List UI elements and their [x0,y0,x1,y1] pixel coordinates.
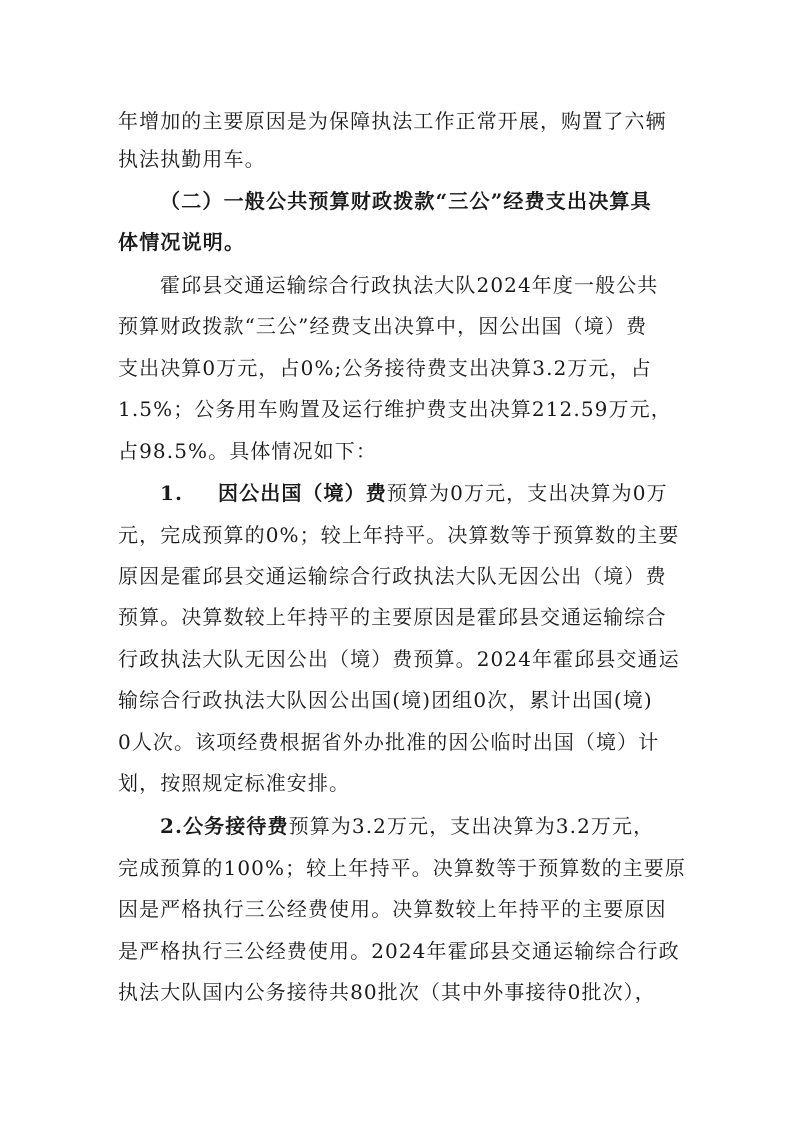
text-line: 预算财政拨款“三公”经费支出决算中，因公出国（境）费 [118,314,648,338]
text-line: 行政执法大队无因公出（境）费预算。2024年霍邱县交通运 [118,647,680,671]
item-title: 因公出国（境）费 [218,481,387,505]
text-line: 划，按照规定标准安排。 [118,771,351,795]
text-line: 是严格执行三公经费使用。2024年霍邱县交通运输综合行政 [118,939,680,963]
text-line: 执法执勤用车。 [118,147,266,171]
text-line: 霍邱县交通运输综合行政执法大队2024年度一般公共 [160,273,659,297]
item-line [160,480,680,506]
item-number: 1. [160,481,184,505]
text-line: 完成预算的100%；较上年持平。决算数等于预算数的主要原 [118,856,686,880]
item-text: 预算为3.2万元，支出决算为3.2万元， [288,814,655,838]
text-line: 因是严格执行三公经费使用。决算数较上年持平的主要原因 [118,897,667,921]
text-line: 1.5%；公务用车购置及运行维护费支出决算212.59万元， [118,397,672,421]
item-line [160,813,680,839]
section-heading: 体情况说明。 [118,230,246,254]
item-text: 预算为0万元，支出决算为0万 [386,481,668,505]
text-line: 元，完成预算的0%；较上年持平。决算数等于预算数的主要 [118,523,680,547]
text-line: 占98.5%。具体情况如下： [118,439,377,463]
text-line: 输综合行政执法大队因公出国(境)团组0次，累计出国(境) [118,688,653,712]
item-title: 2.公务接待费 [160,814,289,838]
text-line: 0人次。该项经费根据省外办批准的因公临时出国（境）计 [118,730,660,754]
text-line: 支出决算0万元，占0%;公务接待费支出决算3.2万元，占 [118,356,652,380]
section-heading: （二）一般公共预算财政拨款“三公”经费支出决算具 [160,189,652,213]
text-line: 原因是霍邱县交通运输综合行政执法大队无因公出（境）费 [118,564,667,588]
text-line: 预算。决算数较上年持平的主要原因是霍邱县交通运输综合 [118,605,667,629]
text-line: 执法大队国内公务接待共80批次（其中外事接待0批次）， [118,980,656,1004]
text-line: 年增加的主要原因是为保障执法工作正常开展，购置了六辆 [118,109,667,133]
